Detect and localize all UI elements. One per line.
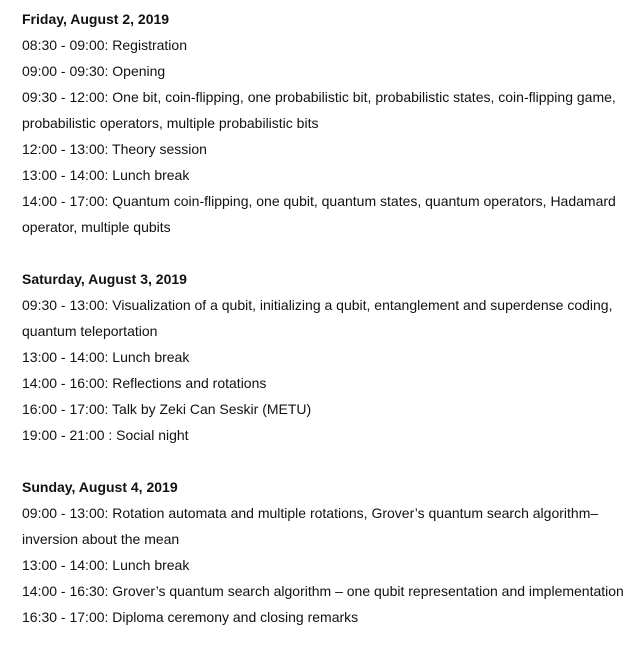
session-item: 09:30 - 12:00: One bit, coin-flipping, one probabilistic bit, probabilistic states, coin-flipping game, probabilistic operators, multiple probabilistic bits: [22, 89, 616, 131]
session-item: 16:00 - 17:00: Talk by Zeki Can Seskir (METU): [22, 401, 312, 417]
session-item: 09:00 - 09:30: Opening: [22, 63, 166, 79]
day-heading: Sunday, August 4, 2019: [22, 479, 178, 495]
session-item: 14:00 - 16:30: Grover’s quantum search algorithm – one qubit representation and implementation: [22, 583, 624, 599]
session-item: 13:00 - 14:00: Lunch break: [22, 557, 190, 573]
day-heading: Friday, August 2, 2019: [22, 11, 170, 27]
session-item: 14:00 - 17:00: Quantum coin-flipping, one qubit, quantum states, quantum operators, Hadamard operator, multiple qubits: [22, 193, 616, 235]
session-item: 13:00 - 14:00: Lunch break: [22, 167, 190, 183]
day-sunday: [22, 474, 632, 630]
day-heading: Saturday, August 3, 2019: [22, 271, 187, 287]
day-saturday: [22, 266, 632, 448]
day-friday: [22, 6, 632, 240]
session-item: 08:30 - 09:00: Registration: [22, 37, 187, 53]
session-item: 09:00 - 13:00: Rotation automata and multiple rotations, Grover’s quantum search algorithm– inversion about the mean: [22, 505, 599, 547]
session-item: 19:00 - 21:00 : Social night: [22, 427, 189, 443]
session-item: 16:30 - 17:00: Diploma ceremony and closing remarks: [22, 609, 359, 625]
session-item: 12:00 - 13:00: Theory session: [22, 141, 207, 157]
session-item: 13:00 - 14:00: Lunch break: [22, 349, 190, 365]
session-item: 09:30 - 13:00: Visualization of a qubit, initializing a qubit, entanglement and superdense coding, quantum teleportation: [22, 297, 613, 339]
session-item: 14:00 - 16:00: Reflections and rotations: [22, 375, 267, 391]
